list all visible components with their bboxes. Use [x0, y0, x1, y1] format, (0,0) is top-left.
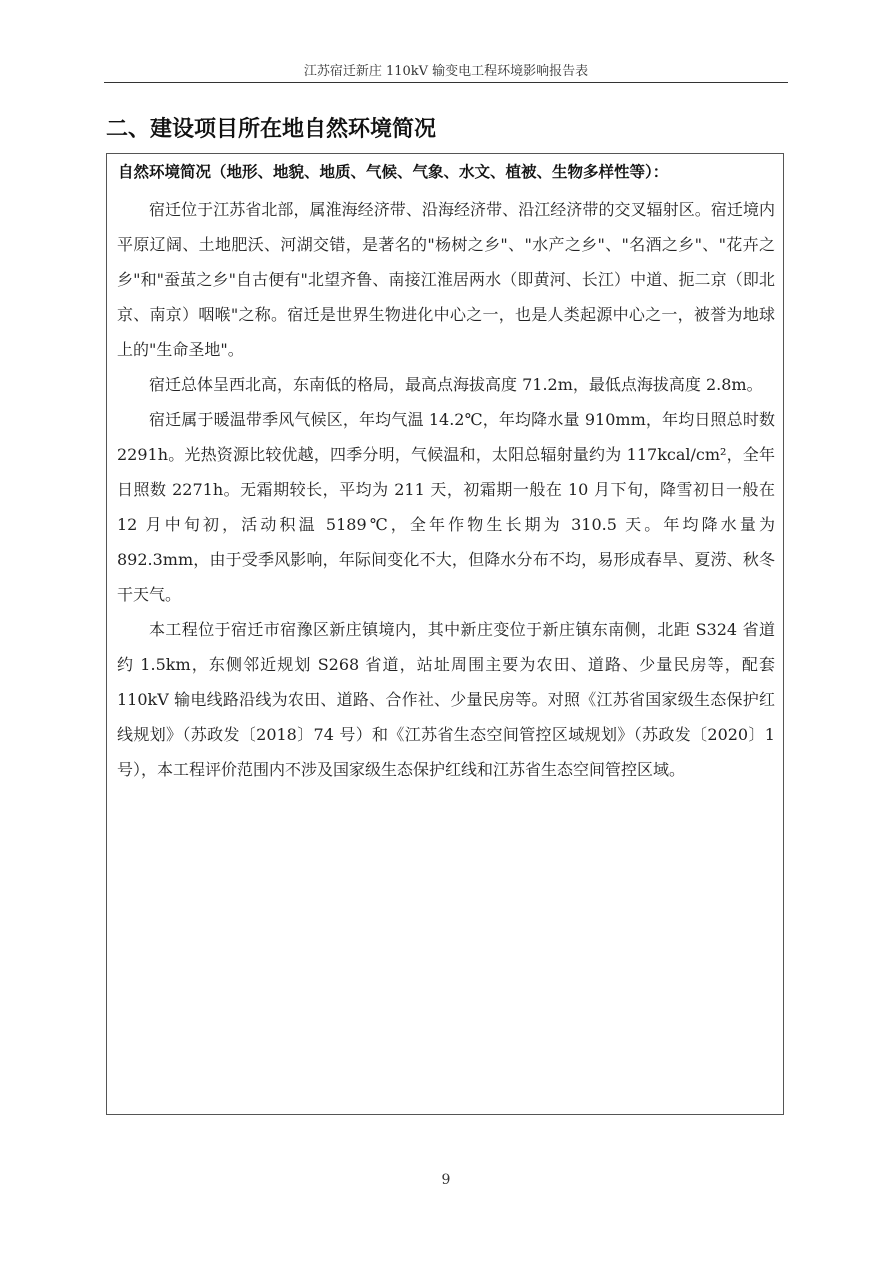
header-divider — [104, 82, 788, 83]
box-heading: 自然环境简况（地形、地貌、地质、气候、气象、水文、植被、生物多样性等）： — [118, 163, 669, 181]
page-header-title: 江苏宿迁新庄 110kV 输变电工程环境影响报告表 — [303, 64, 589, 79]
paragraph-project-site: 本工程位于宿迁市宿豫区新庄镇境内，其中新庄变位于新庄镇东南侧，北距 S324 省道约 1.5km，东侧邻近规划 S268 省道，站址周围主要为农田、道路、少量民房等，配套 110kV 输电线路沿线为农田、道路、合作社、少量民房等。对照《江苏省国家级生态保护红线规划》（苏政发〔2018〕74 号）和《江苏省生态空间管控区域规划》（苏政发〔2020〕1 号），本工程评价范围内不涉及国家级生态保护红线和江苏省生态空间管控区域。 — [117, 620, 775, 779]
page-number: 9 — [441, 1172, 451, 1188]
paragraph-location: 宿迁位于江苏省北部，属淮海经济带、沿海经济带、沿江经济带的交叉辐射区。宿迁境内平原辽阔、土地肥沃、河湖交错，是著名的"杨树之乡"、"水产之乡"、"名酒之乡"、"花卉之乡"和"蚕茧之乡"自古便有"北望齐鲁、南接江淮居两水（即黄河、长江）中道、扼二京（即北京、南京）咽喉"之称。宿迁是世界生物进化中心之一，也是人类起源中心之一，被誉为地球上的"生命圣地"。 — [117, 200, 775, 359]
natural-environment-box — [106, 153, 784, 1115]
paragraph-terrain: 宿迁总体呈西北高，东南低的格局，最高点海拔高度 71.2m，最低点海拔高度 2.8m。 — [149, 375, 763, 394]
section-title: 二、建设项目所在地自然环境简况 — [106, 117, 437, 142]
paragraph-climate: 宿迁属于暖温带季风气候区，年均气温 14.2℃，年均降水量 910mm，年均日照总时数 2291h。光热资源比较优越，四季分明，气候温和，太阳总辐射量约为 117kcal/cm²，全年日照数 2271h。无霜期较长，平均为 211 天，初霜期一般在 10 月下旬，降雪初日一般在 12 月中旬初，活动积温 5189℃，全年作物生长期为 310.5 天。年均降水量为 892.3mm，由于受季风影响，年际间变化不大，但降水分布不均，易形成春旱、夏涝、秋冬干天气。 — [117, 410, 775, 604]
box-body — [117, 192, 775, 787]
